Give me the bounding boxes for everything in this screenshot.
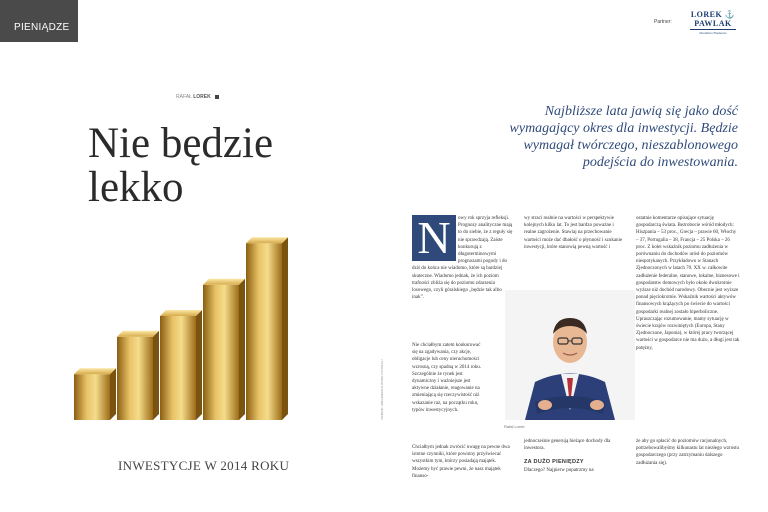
gold-bar-2: [117, 331, 159, 420]
gold-bar-5: [246, 237, 288, 420]
logo-subtitle: Doradztwo Finansowe: [690, 29, 736, 35]
article-title: [88, 122, 273, 210]
section-band: [0, 0, 78, 42]
anchor-icon: ⚓: [724, 10, 736, 19]
byline: [176, 94, 219, 100]
col1-paragraph-b: Nie chciałbym zatem konkurować się na zgadywania, czy akcje, obligacje lub ceny nieruchomości wzrosną, czy spadną w 2014 roku. Szczególnie że rynek jest dynamiczny i ważniejsze jest aktywne działanie, reagowanie na zmieniającą się rzeczywistość niż wskazanie raz, na początku roku, typów inwestycyjnych.: [412, 343, 482, 413]
col1-paragraph-c: Chciałbym jednak zwrócić uwagę na pewne dwa istotne czynniki, które powinny przyświecać wszystkim tym, którzy posiadają majątek. Możemy być prawie pewni, że nasz majątek finanso-: [412, 445, 510, 479]
logo-name-left: LOREK: [690, 10, 723, 19]
photo-caption: Rafał Lorek: [504, 424, 525, 429]
title-line2: lekko: [88, 164, 184, 211]
col2-text-b: jednocześnie generują bieżące dochody dla inwestora.: [524, 439, 611, 452]
drop-cap: N: [412, 215, 456, 261]
gold-bar-3: [160, 310, 202, 420]
image-credit: ZDJĘCIE: ARCHIWUM AUTORA / FOTOLIA /: [380, 359, 384, 420]
section-label: PIENIĄDZE: [14, 22, 70, 33]
col2-paragraph-a: wy straci realnie na wartości w perspektywie kolejnych kilku lat. To jest bardzo poważne i realne zagrożenie. Stawiaj na przechowanie wartości może dać dbałość o płynność i szukanie inwestycji, które stanowią pewną wartość i: [524, 216, 623, 250]
col2-subhead: ZA DUŻO PIENIĘDZY: [524, 459, 584, 466]
col1-paragraph-a: owy rok sprzyja refleksji. Prognozy analityczne mają to do siebie, że z reguły się nie sprawdzają. Zaiste konkurują z długoterminowymi prognozami pogody i do dziś do końca nie wiadomo, które są bardziej skuteczne. Wiadomo jednak, że ich poziom trafności zbliża się do poziomu zdarzenia losowego, czyli góralskiego „będzie tak albo inak”.: [412, 216, 513, 301]
gold-bar-chart: [72, 210, 292, 422]
image-caption: INWESTYCJE W 2014 ROKU: [118, 458, 290, 473]
lead-paragraph: Najbliższe lata jawią się jako dość wymagający okres dla inwestycji. Będzie wymagał twórczego, nieszablonowego podejścia do inwestowania.: [509, 104, 738, 170]
author-photo: [505, 290, 635, 420]
person-illustration: [505, 290, 635, 420]
col3-paragraph-b: że aby go spłacić do poziomów racjonalnych, potrzebowalibyśmy kilkunastu lat niezłego wzrostu gospodarczego (przy zatrzymaniu dalszego zadłużania się).: [636, 439, 740, 466]
col1-text-a: [412, 215, 514, 301]
byline-first: RAFAŁ: [176, 94, 192, 100]
gold-bar-4: [203, 279, 245, 420]
logo-name-right: PAWLAK: [694, 19, 732, 28]
gold-bar-1: [74, 368, 116, 420]
byline-square-icon: [215, 95, 219, 99]
byline-last: LOREK: [193, 94, 211, 100]
col2-text-c: Dlaczego? Najpierw popatrzmy na: [524, 467, 594, 473]
partner-logo: [678, 10, 748, 38]
title-line1: Nie będzie: [88, 120, 274, 167]
col3-paragraph-a: ostatnie komentarze opisujące sytuację gospodarczą świata. Bezrobocie wśród młodych: Hiszpania – 53 proc., Grecja – prawie 60, Włochy – 37, Portugalia – 38, Francja – 25 Polska – 26 proc. Z kolei wskaźnik poziomu zadłużenia w porównaniu do dochodów urósł do poziomów niespotykanych. Przykładowo w Stanach Zjednoczonych w latach 70. XX w. całkowite zadłużenie federalne, stanowe, lokalne, biznesowe i gospodarstw domowych było około dwukrotnie wyższe niż dochód narodowy. Obecnie jest wyższe ponad pięciokrotnie. Wskaźnik wartości aktywów finansowych krążących po świecie do wartości gospodarki realnej zostało hiperboliczne. Upraszczając rozumowanie, mamy sytuację w świecie krajów rozwiniętych (Europa, Stany Zjednoczone, Japonia), w której pracy tworzącej wartości w gospodarce nie ma dużo, a długi jest tak potężny,: [636, 216, 740, 351]
dropcap-spacer: [412, 215, 458, 263]
partner-label: Partner:: [654, 19, 672, 25]
col2-paragraph-b: [524, 438, 626, 474]
